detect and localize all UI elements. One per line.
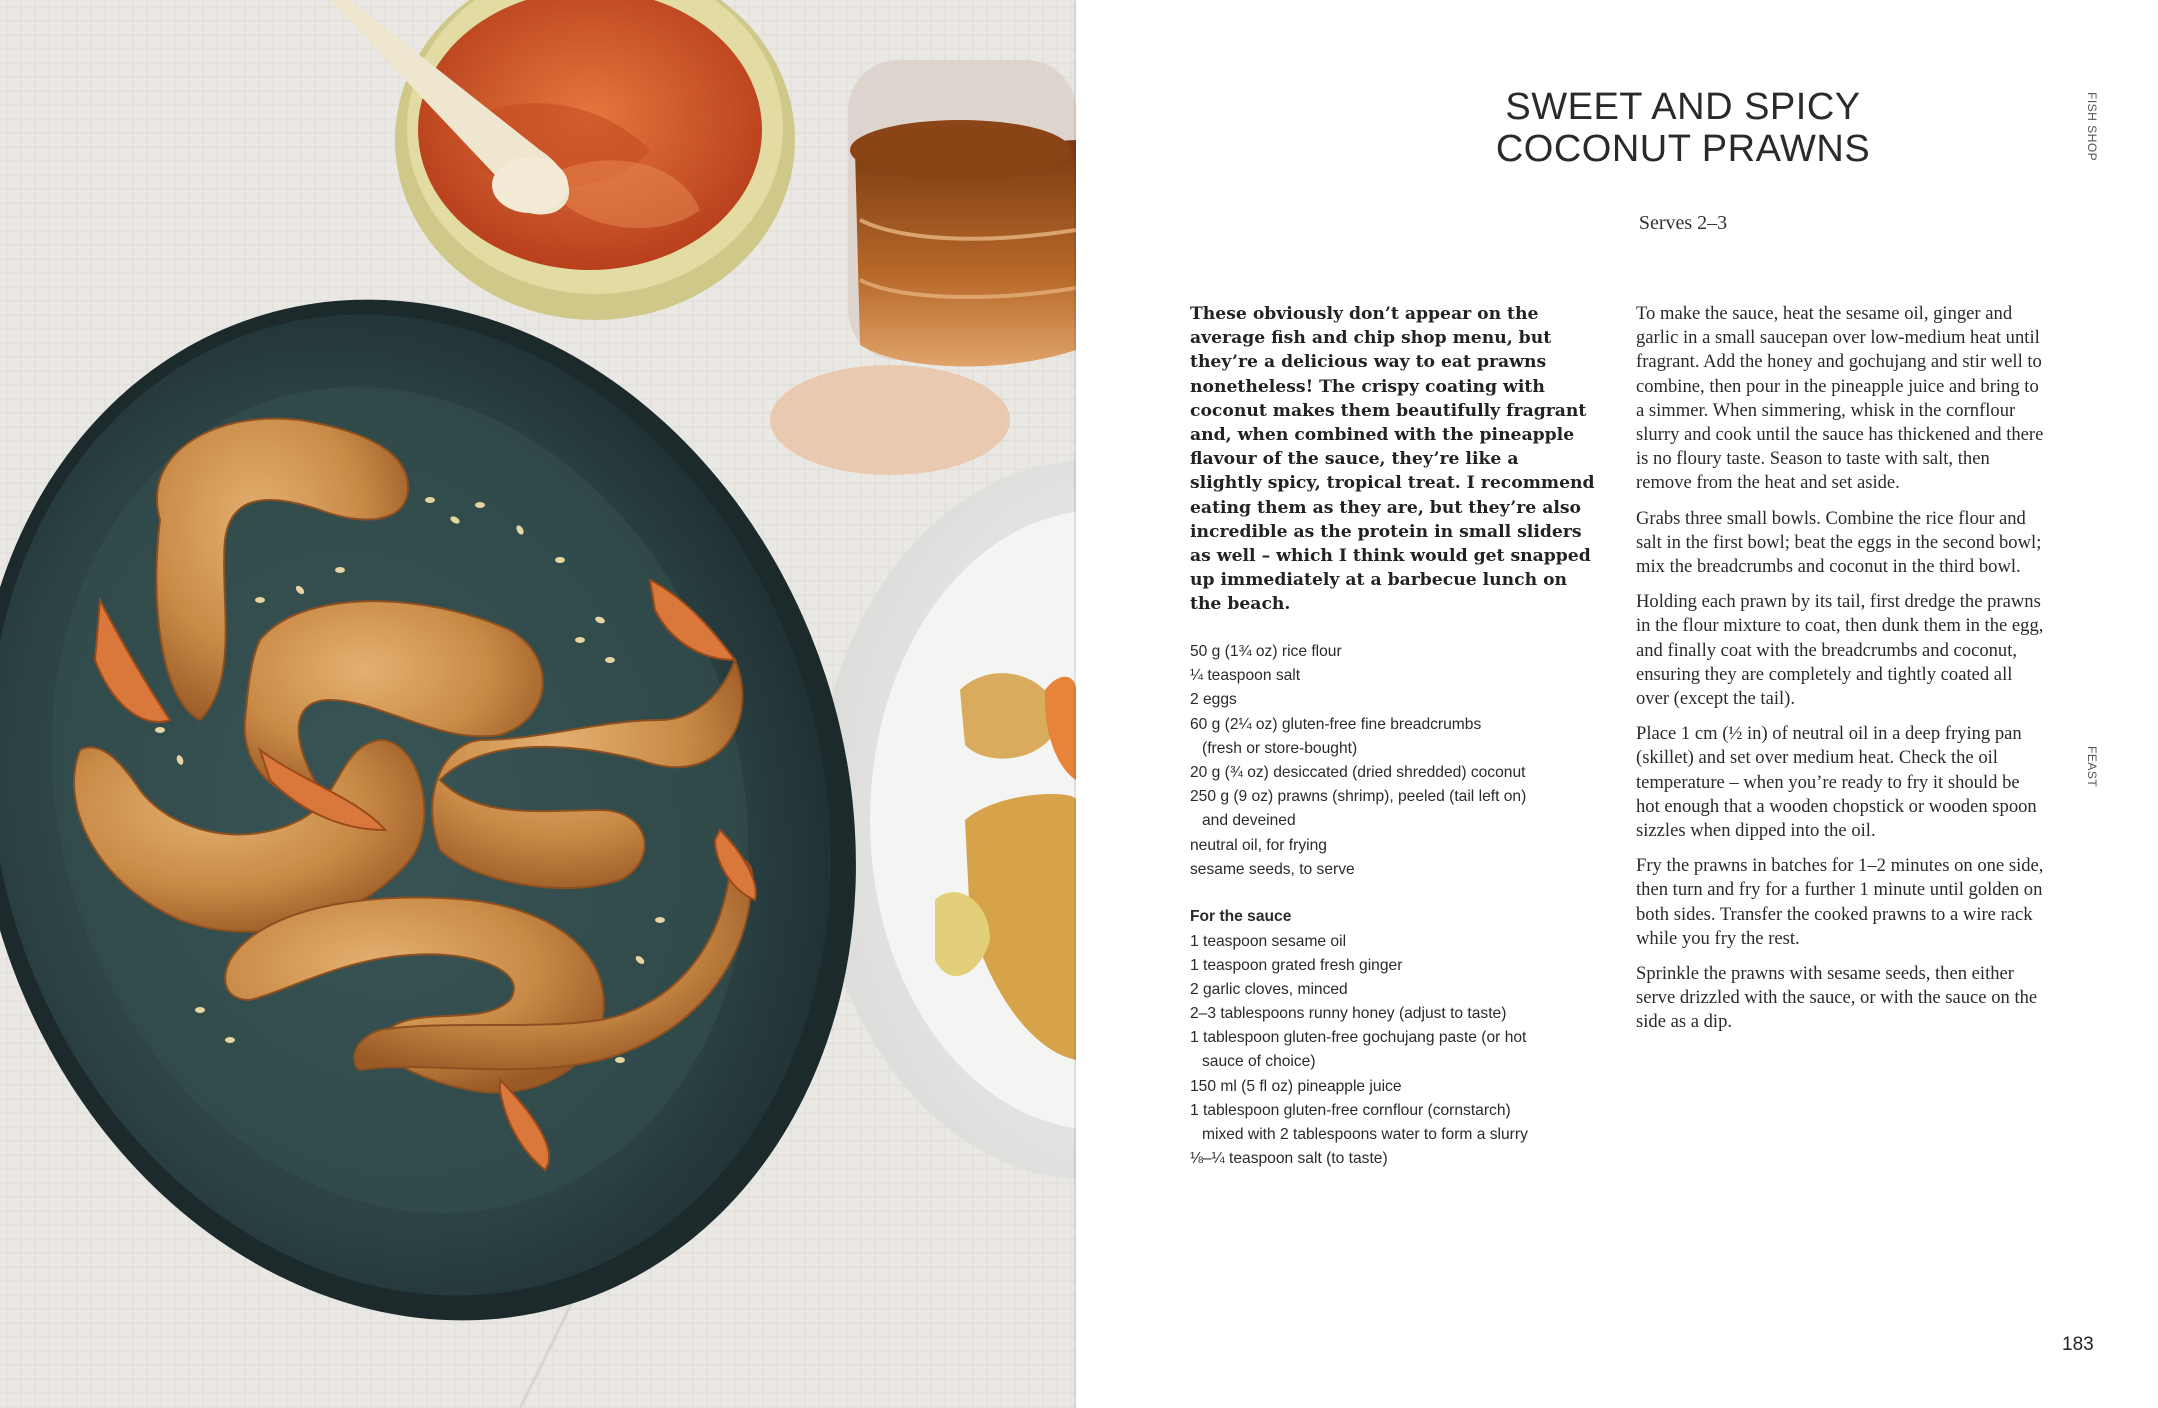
ingredient-line: 50 g (1¾ oz) rice flour <box>1190 643 1342 660</box>
recipe-title <box>1396 86 1970 170</box>
sauce-ingredient-line: 2–3 tablespoons runny honey (adjust to taste) <box>1190 1005 1507 1023</box>
sauce-ingredient-line: 2 garlic cloves, minced <box>1190 981 1348 999</box>
ingredient-line: neutral oil, for frying <box>1190 836 1327 854</box>
method-step: Place 1 cm (½ in) of neutral oil in a deep frying pan (skillet) and set over medium heat. Check the oil temperature – when you’re ready to fry it should be hot enough that a wooden chopstick or wooden spoon sizzles when dipped into the oil. <box>1636 723 2037 842</box>
ingredient-line: 20 g (¾ oz) desiccated (dried shredded) coconut <box>1190 764 1526 782</box>
ingredient-line: (fresh or store-bought) <box>1202 739 1358 757</box>
recipe-intro: These obviously don’t appear on the average fish and chip shop menu, but they’re a delicious way to eat prawns nonetheless! The crispy coating with coconut makes them beautifully fragrant and, when combined with the pineapple flavour of the sauce, they’re like a slightly spicy, tropical treat. I recommend eating them as they are, but they’re also incredible as the protein in small sliders as well – which I think would get snapped up immediately at a barbecue lunch on the beach. <box>1190 304 1595 615</box>
ingredient-line: sesame seeds, to serve <box>1190 860 1355 878</box>
sauce-ingredient-line: 150 ml (5 fl oz) pineapple juice <box>1190 1077 1402 1095</box>
serves-count: Serves 2–3 <box>1638 212 1728 234</box>
sauce-ingredient-line: 1 tablespoon gluten-free gochujang paste (or hot <box>1190 1029 1527 1047</box>
running-head-section: FISH SHOP <box>2085 92 2099 162</box>
method-step: Fry the prawns in batches for 1–2 minutes on one side, then turn and fry for a further 1 minute until golden on both sides. Transfer the cooked prawns to a wire rack while you fry the rest. <box>1636 855 2044 949</box>
recipe-title-line-2: COCONUT PRAWNS <box>1495 128 1871 170</box>
sauce-ingredient-line: 1 teaspoon grated fresh ginger <box>1190 957 1403 975</box>
coconut-prawns-photo <box>0 0 1076 1408</box>
sauce-ingredient-line: sauce of choice) <box>1202 1053 1316 1071</box>
food-photo <box>0 0 1076 1408</box>
page-number: 183 <box>2062 1334 2094 1355</box>
sauce-ingredient-line: 1 teaspoon sesame oil <box>1190 933 1347 950</box>
method-step: Grabs three small bowls. Combine the rice flour and salt in the first bowl; beat the eggs in the second bowl; mix the breadcrumbs and coconut in the third bowl. <box>1636 507 2042 578</box>
method-step: Sprinkle the prawns with sesame seeds, then either serve drizzled with the sauce, or with the sauce on the side as a dip. <box>1636 963 2038 1033</box>
recipe-title-line-1: SWEET AND SPICY <box>1505 86 1861 128</box>
ingredient-line: and deveined <box>1202 812 1296 830</box>
ingredient-line: 2 eggs <box>1190 691 1237 709</box>
ingredient-line: 60 g (2¼ oz) gluten-free fine breadcrumbs <box>1190 715 1482 733</box>
ingredient-line: ¼ teaspoon salt <box>1190 667 1301 685</box>
sauce-ingredient-line: 1 tablespoon gluten-free cornflour (cornstarch) <box>1190 1101 1511 1119</box>
sauce-ingredient-line: mixed with 2 tablespoons water to form a slurry <box>1202 1125 1528 1143</box>
sauce-ingredient-line: ⅛–¼ teaspoon salt (to taste) <box>1190 1149 1388 1167</box>
sauce-heading: For the sauce <box>1190 908 1292 925</box>
ingredient-line: 250 g (9 oz) prawns (shrimp), peeled (tail left on) <box>1190 788 1527 806</box>
recipe-page <box>1076 0 2158 1408</box>
method-step: Holding each prawn by its tail, first dredge the prawns in the flour mixture to coat, then dunk them in the egg, and finally coat with the breadcrumbs and coconut, ensuring they are completely and tightly coated all over (except the tail). <box>1636 591 2044 710</box>
ingredient-list <box>1190 640 1610 882</box>
method-steps <box>1636 302 2048 1046</box>
running-head-chapter: FEAST <box>2085 746 2099 788</box>
sauce-ingredient-list <box>1190 930 1610 1171</box>
method-step: To make the sauce, heat the sesame oil, ginger and garlic in a small saucepan over low-medium heat until fragrant. Add the honey and gochujang and stir well to combine, then pour in the pineapple juice and bring to a simmer. When simmering, whisk in the cornflour slurry and cook until the sauce has thickened and there is no floury taste. Season to taste with salt, then remove from the heat and set aside. <box>1636 303 2044 494</box>
